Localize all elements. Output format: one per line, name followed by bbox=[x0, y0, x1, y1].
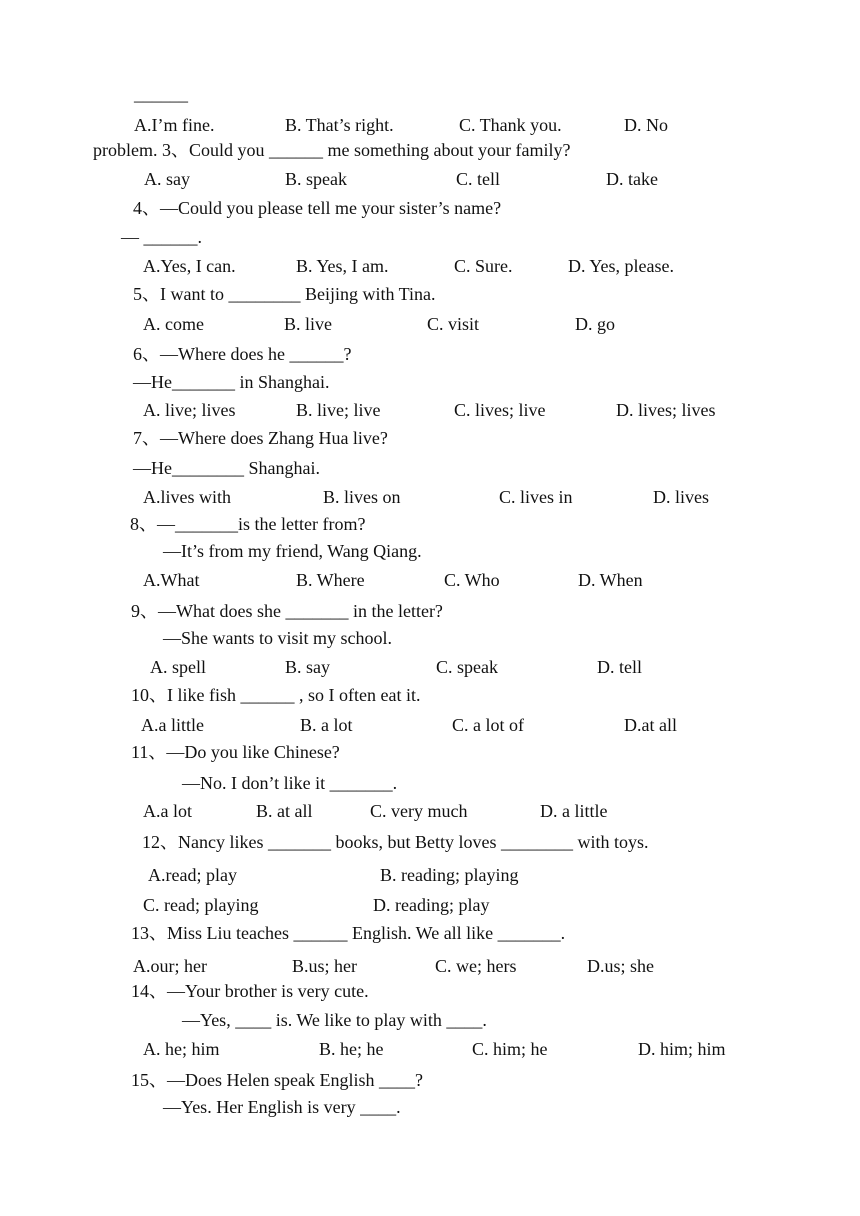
option-c: C. visit bbox=[427, 314, 480, 334]
option-a: A.Yes, I can. bbox=[143, 256, 236, 276]
question-5: 5、I want to ________ Beijing with Tina. bbox=[133, 284, 436, 304]
question-8: 8、—_______is the letter from? bbox=[130, 514, 366, 534]
option-b: B. Where bbox=[296, 570, 365, 590]
option-a: A.lives with bbox=[143, 487, 231, 507]
option-b: B. live bbox=[284, 314, 332, 334]
option-d: D. reading; play bbox=[373, 895, 490, 915]
option-b: B.us; her bbox=[292, 956, 357, 976]
option-d: D. No bbox=[624, 115, 668, 135]
option-b: B. a lot bbox=[300, 715, 353, 735]
option-d: D.at all bbox=[624, 715, 677, 735]
question-14: 14、—Your brother is very cute. bbox=[131, 981, 369, 1001]
option-c: C. tell bbox=[456, 169, 500, 189]
option-a: A.I’m fine. bbox=[134, 115, 215, 135]
option-a: A.What bbox=[143, 570, 200, 590]
option-d: D. Yes, please. bbox=[568, 256, 674, 276]
option-b: B. say bbox=[285, 657, 330, 677]
option-c: C. a lot of bbox=[452, 715, 524, 735]
answer-line: —He_______ in Shanghai. bbox=[133, 372, 330, 392]
option-d: D.us; she bbox=[587, 956, 654, 976]
answer-line: —Yes, ____ is. We like to play with ____. bbox=[182, 1010, 487, 1030]
option-b: B. he; he bbox=[319, 1039, 384, 1059]
option-d: D. him; him bbox=[638, 1039, 726, 1059]
option-b: B. live; live bbox=[296, 400, 381, 420]
option-c: C. lives; live bbox=[454, 400, 546, 420]
option-d: D. tell bbox=[597, 657, 642, 677]
option-c: C. very much bbox=[370, 801, 468, 821]
option-c: C. Who bbox=[444, 570, 500, 590]
answer-line: —Yes. Her English is very ____. bbox=[163, 1097, 401, 1117]
option-d: D. a little bbox=[540, 801, 608, 821]
option-a: A.read; play bbox=[148, 865, 237, 885]
answer-line: — ______. bbox=[121, 227, 202, 247]
question-13: 13、Miss Liu teaches ______ English. We all like _______. bbox=[131, 923, 566, 943]
option-c: C. lives in bbox=[499, 487, 573, 507]
option-a: A. spell bbox=[150, 657, 206, 677]
question-15: 15、—Does Helen speak English ____? bbox=[131, 1070, 423, 1090]
option-c: C. Thank you. bbox=[459, 115, 562, 135]
question-9: 9、—What does she _______ in the letter? bbox=[131, 601, 443, 621]
option-d: D. lives; lives bbox=[616, 400, 716, 420]
option-b: B. Yes, I am. bbox=[296, 256, 389, 276]
question-10: 10、I like fish ______ , so I often eat it. bbox=[131, 685, 421, 705]
option-a: A.our; her bbox=[133, 956, 207, 976]
answer-line: —She wants to visit my school. bbox=[163, 628, 392, 648]
question-6: 6、—Where does he ______? bbox=[133, 344, 352, 364]
option-c: C. read; playing bbox=[143, 895, 259, 915]
answer-line: —It’s from my friend, Wang Qiang. bbox=[163, 541, 422, 561]
option-c: C. speak bbox=[436, 657, 498, 677]
option-d: D. When bbox=[578, 570, 643, 590]
option-a: A. say bbox=[144, 169, 190, 189]
option-b: B. at all bbox=[256, 801, 313, 821]
option-c: C. Sure. bbox=[454, 256, 513, 276]
option-a: A. live; lives bbox=[143, 400, 236, 420]
option-a: A. he; him bbox=[143, 1039, 220, 1059]
option-d: D. lives bbox=[653, 487, 709, 507]
option-a: A. come bbox=[143, 314, 204, 334]
question-11: 11、—Do you like Chinese? bbox=[131, 742, 340, 762]
answer-line: —No. I don’t like it _______. bbox=[182, 773, 398, 793]
option-d: D. go bbox=[575, 314, 615, 334]
option-c: C. we; hers bbox=[435, 956, 517, 976]
answer-blank: ______ bbox=[134, 84, 188, 104]
option-b: B. speak bbox=[285, 169, 347, 189]
option-c: C. him; he bbox=[472, 1039, 548, 1059]
question-7: 7、—Where does Zhang Hua live? bbox=[133, 428, 388, 448]
option-b: B. That’s right. bbox=[285, 115, 394, 135]
option-a: A.a little bbox=[141, 715, 204, 735]
question-4: 4、—Could you please tell me your sister’s name? bbox=[133, 198, 502, 218]
question-12: 12、Nancy likes _______ books, but Betty loves ________ with toys. bbox=[142, 832, 649, 852]
question-3: problem. 3、Could you ______ me something about your family? bbox=[93, 140, 571, 160]
option-b: B. reading; playing bbox=[380, 865, 519, 885]
option-a: A.a lot bbox=[143, 801, 192, 821]
answer-line: —He________ Shanghai. bbox=[133, 458, 320, 478]
option-b: B. lives on bbox=[323, 487, 401, 507]
option-d: D. take bbox=[606, 169, 658, 189]
